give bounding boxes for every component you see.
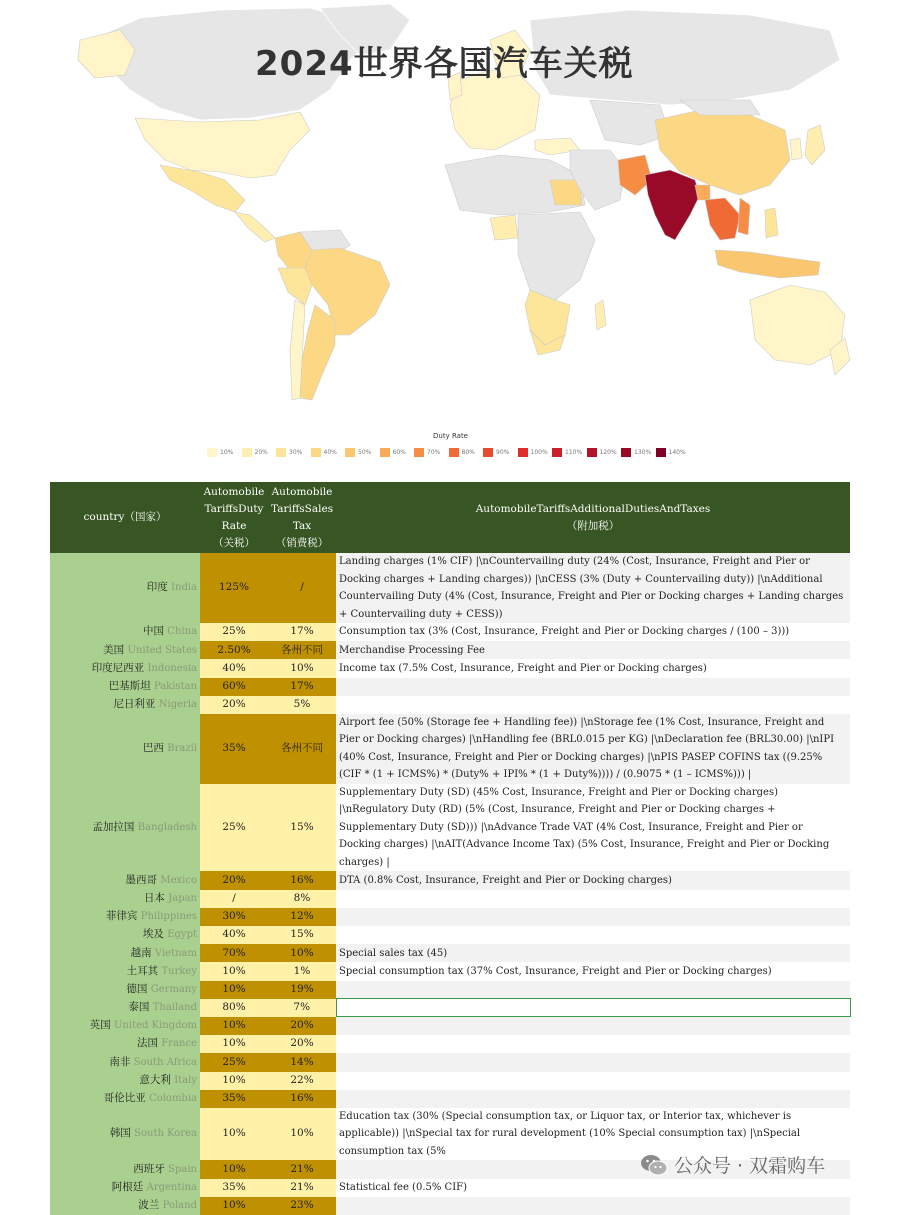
cell-sales-tax: 10% xyxy=(268,944,336,962)
cell-duty-rate: 2.50% xyxy=(200,641,268,659)
cell-duty-rate: 10% xyxy=(200,1197,268,1215)
table-row xyxy=(50,1179,850,1197)
country-name-cn: 菲律宾 xyxy=(105,910,138,923)
cell-duty-rate: 20% xyxy=(200,871,268,889)
legend-label: 140% xyxy=(668,449,686,456)
table-row xyxy=(50,1072,850,1090)
map-legend xyxy=(207,448,690,457)
cell-additional-taxes: Education tax (30% (Special consumption tax, or Liquor tax, or Interior tax, whichever is applicable)) |\nSpecial tax for rural development (10% Special consumption tax) |\nSpecial consumption tax (5% xyxy=(336,1108,850,1161)
table-row xyxy=(50,714,850,784)
map-region-japan xyxy=(805,125,825,165)
legend-label: 90% xyxy=(496,449,510,456)
cell-duty-rate: 10% xyxy=(200,1108,268,1161)
country-name-cn: 印度尼西亚 xyxy=(91,661,145,674)
legend-item xyxy=(242,448,277,457)
cell-country xyxy=(50,641,200,659)
cell-country xyxy=(50,926,200,944)
cell-additional-taxes: Income tax (7.5% Cost, Insurance, Freight and Pier or Docking charges) xyxy=(336,659,850,677)
country-name-cn: 法国 xyxy=(137,1037,159,1050)
cell-additional-taxes: Merchandise Processing Fee xyxy=(336,641,850,659)
cell-country xyxy=(50,1090,200,1108)
country-name-cn: 意大利 xyxy=(139,1073,171,1086)
cell-country xyxy=(50,623,200,641)
table-row xyxy=(50,1035,850,1053)
table-row xyxy=(50,981,850,999)
cell-country xyxy=(50,659,200,677)
legend-item xyxy=(656,448,691,457)
table-row xyxy=(50,623,850,641)
table-row xyxy=(50,659,850,677)
cell-duty-rate: 10% xyxy=(200,1072,268,1090)
wechat-icon xyxy=(640,1154,668,1176)
cell-country xyxy=(50,871,200,889)
cell-additional-taxes xyxy=(336,1035,850,1053)
cell-duty-rate: 35% xyxy=(200,714,268,784)
watermark-text: 公众号 · 双霜购车 xyxy=(674,1155,826,1177)
legend-label: 70% xyxy=(427,449,441,456)
cell-additional-taxes xyxy=(336,890,850,908)
cell-additional-taxes: DTA (0.8% Cost, Insurance, Freight and Pier or Docking charges) xyxy=(336,871,850,889)
legend-label: 110% xyxy=(565,449,583,456)
table-row xyxy=(50,1090,850,1108)
table-row xyxy=(50,784,850,872)
cell-sales-tax: 23% xyxy=(268,1197,336,1215)
table-body xyxy=(50,553,850,1215)
country-name-en: United Kingdom xyxy=(114,1020,197,1032)
cell-sales-tax: 10% xyxy=(268,1108,336,1161)
map-region-vietnam xyxy=(738,198,750,235)
country-name-en: Egypt xyxy=(167,929,197,941)
country-name-en: China xyxy=(167,626,197,638)
cell-country xyxy=(50,1072,200,1090)
cell-additional-taxes xyxy=(336,981,850,999)
header-additional-taxes: AutomobileTariffsAdditionalDutiesAndTaxes （附加税） xyxy=(336,482,850,553)
country-name-cn: 印度 xyxy=(146,581,168,594)
country-name-en: Italy xyxy=(174,1074,197,1086)
legend-swatch xyxy=(621,448,631,457)
country-name-en: Japan xyxy=(168,892,197,904)
legend-label: 10% xyxy=(220,449,234,456)
map-region-korea xyxy=(790,138,802,160)
legend-item xyxy=(621,448,656,457)
legend-title: Duty Rate xyxy=(433,432,468,440)
map-region-nigeria xyxy=(490,215,518,240)
cell-sales-tax: 各州不同 xyxy=(268,714,336,784)
cell-country xyxy=(50,553,200,623)
legend-item xyxy=(518,448,553,457)
cell-country xyxy=(50,1108,200,1161)
cell-country xyxy=(50,1197,200,1215)
legend-item xyxy=(587,448,622,457)
country-name-en: Indonesia xyxy=(147,662,197,674)
legend-label: 100% xyxy=(530,449,548,456)
cell-additional-taxes: Statistical fee (0.5% CIF) xyxy=(336,1179,850,1197)
country-name-en: Poland xyxy=(162,1200,197,1212)
cell-sales-tax: 20% xyxy=(268,1017,336,1035)
legend-swatch xyxy=(414,448,424,457)
cell-additional-taxes: Special sales tax (45) xyxy=(336,944,850,962)
legend-swatch xyxy=(587,448,597,457)
cell-sales-tax: 19% xyxy=(268,981,336,999)
legend-swatch xyxy=(311,448,321,457)
table-row xyxy=(50,890,850,908)
cell-additional-taxes xyxy=(336,908,850,926)
cell-sales-tax: 8% xyxy=(268,890,336,908)
cell-additional-taxes xyxy=(336,678,850,696)
country-name-en: South Korea xyxy=(134,1128,197,1140)
legend-label: 20% xyxy=(254,449,268,456)
country-name-en: Germany xyxy=(150,983,197,995)
table-row xyxy=(50,871,850,889)
cell-sales-tax: 12% xyxy=(268,908,336,926)
cell-country xyxy=(50,714,200,784)
legend-swatch xyxy=(483,448,493,457)
country-name-en: Philippines xyxy=(140,911,197,923)
country-name-en: Thailand xyxy=(152,1002,197,1014)
cell-additional-taxes xyxy=(336,696,850,714)
cell-duty-rate: 25% xyxy=(200,623,268,641)
cell-duty-rate: 25% xyxy=(200,1053,268,1071)
country-name-en: Mexico xyxy=(160,874,197,886)
table-row xyxy=(50,678,850,696)
cell-additional-taxes: Special consumption tax (37% Cost, Insurance, Freight and Pier or Docking charges) xyxy=(336,962,850,980)
cell-sales-tax: 1% xyxy=(268,962,336,980)
cell-duty-rate: 125% xyxy=(200,553,268,623)
table-row xyxy=(50,999,850,1017)
map-region-argentina xyxy=(300,305,335,400)
country-name-cn: 巴西 xyxy=(142,742,164,755)
table-header-row xyxy=(50,482,850,553)
cell-country xyxy=(50,1035,200,1053)
map-region-united-states xyxy=(135,112,310,178)
cell-country xyxy=(50,1053,200,1071)
cell-duty-rate: 30% xyxy=(200,908,268,926)
country-name-cn: 巴基斯坦 xyxy=(108,679,151,692)
country-name-cn: 土耳其 xyxy=(126,964,159,977)
legend-item xyxy=(311,448,346,457)
table-row xyxy=(50,944,850,962)
cell-duty-rate: 70% xyxy=(200,944,268,962)
cell-additional-taxes xyxy=(336,1072,850,1090)
legend-label: 30% xyxy=(289,449,303,456)
cell-additional-taxes[interactable] xyxy=(336,999,850,1017)
table-row xyxy=(50,1017,850,1035)
cell-duty-rate: 10% xyxy=(200,1160,268,1178)
cell-sales-tax: 14% xyxy=(268,1053,336,1071)
country-name-cn: 美国 xyxy=(103,643,125,656)
country-name-cn: 英国 xyxy=(89,1019,111,1032)
country-name-en: India xyxy=(171,582,197,594)
map-region-philippines xyxy=(765,208,778,238)
country-name-cn: 南非 xyxy=(109,1055,131,1068)
cell-sales-tax: 15% xyxy=(268,926,336,944)
cell-additional-taxes: Airport fee (50% (Storage fee + Handling fee)) |\nStorage fee (1% Cost, Insurance, Freight and Pier or Docking charges) |\nHandling fee (BRL0.015 per KG) |\nDeclaration fee (BRL30.00) |\nIPI (40% Cost, Insurance, Freight and Pier or Docking charges) |\nPIS PASEP COFINS tax ((9.25% (CIF * (1 + ICMS%) * (Duty% + IPI% * (1 + Duty%)))) / (0.9075 * (1 – ICMS%))) | xyxy=(336,714,850,784)
country-name-en: Pakistan xyxy=(153,680,197,692)
legend-item xyxy=(345,448,380,457)
country-name-en: Brazil xyxy=(167,743,197,755)
country-name-cn: 西班牙 xyxy=(133,1162,165,1175)
cell-sales-tax: 20% xyxy=(268,1035,336,1053)
legend-swatch xyxy=(552,448,562,457)
legend-swatch xyxy=(449,448,459,457)
country-name-en: Vietnam xyxy=(154,947,197,959)
wechat-watermark xyxy=(640,1151,825,1178)
map-region-central-africa xyxy=(518,212,595,300)
legend-label: 60% xyxy=(392,449,406,456)
cell-sales-tax: 17% xyxy=(268,623,336,641)
map-region-bangladesh xyxy=(695,185,710,200)
table-row xyxy=(50,962,850,980)
country-name-cn: 孟加拉国 xyxy=(92,820,135,833)
legend-item xyxy=(414,448,449,457)
country-name-en: Colombia xyxy=(149,1093,197,1105)
country-name-en: South Africa xyxy=(133,1056,197,1068)
tariff-table xyxy=(50,482,851,1215)
cell-sales-tax: 21% xyxy=(268,1160,336,1178)
table-row xyxy=(50,926,850,944)
cell-country xyxy=(50,1017,200,1035)
country-name-en: United States xyxy=(127,644,197,656)
country-name-cn: 德国 xyxy=(126,982,148,995)
legend-swatch xyxy=(518,448,528,457)
cell-country xyxy=(50,784,200,872)
country-name-cn: 墨西哥 xyxy=(125,873,158,886)
table-row xyxy=(50,908,850,926)
table-row xyxy=(50,696,850,714)
cell-country xyxy=(50,962,200,980)
cell-sales-tax: 16% xyxy=(268,871,336,889)
header-sales-tax: Automobile TariffsSales Tax （销费税） xyxy=(268,482,336,553)
table-row xyxy=(50,553,850,623)
table-row xyxy=(50,1053,850,1071)
legend-label: 50% xyxy=(358,449,372,456)
cell-additional-taxes xyxy=(336,1197,850,1215)
cell-sales-tax: 17% xyxy=(268,678,336,696)
cell-duty-rate: 35% xyxy=(200,1090,268,1108)
world-map-section xyxy=(50,0,850,478)
cell-country xyxy=(50,696,200,714)
country-name-cn: 泰国 xyxy=(128,1001,150,1014)
cell-duty-rate: 40% xyxy=(200,659,268,677)
cell-duty-rate: 20% xyxy=(200,696,268,714)
cell-sales-tax: 各州不同 xyxy=(268,641,336,659)
legend-swatch xyxy=(656,448,666,457)
cell-country xyxy=(50,1179,200,1197)
country-name-cn: 阿根廷 xyxy=(111,1180,144,1193)
legend-label: 80% xyxy=(461,449,475,456)
cell-duty-rate: 10% xyxy=(200,981,268,999)
cell-duty-rate: 10% xyxy=(200,1017,268,1035)
country-name-cn: 哥伦比亚 xyxy=(103,1092,146,1105)
cell-country xyxy=(50,908,200,926)
map-region-central-america xyxy=(235,212,275,242)
cell-duty-rate: 40% xyxy=(200,926,268,944)
legend-item xyxy=(207,448,242,457)
country-name-cn: 埃及 xyxy=(142,928,164,941)
legend-item xyxy=(552,448,587,457)
legend-item xyxy=(483,448,518,457)
country-name-cn: 尼日利亚 xyxy=(113,698,156,711)
country-name-en: Nigeria xyxy=(158,699,197,711)
map-region-peru xyxy=(278,268,312,305)
legend-swatch xyxy=(276,448,286,457)
map-region-indonesia xyxy=(715,250,820,278)
cell-duty-rate: / xyxy=(200,890,268,908)
cell-country xyxy=(50,981,200,999)
table-row xyxy=(50,641,850,659)
legend-swatch xyxy=(380,448,390,457)
country-name-cn: 中国 xyxy=(142,625,164,638)
legend-swatch xyxy=(207,448,217,457)
cell-duty-rate: 60% xyxy=(200,678,268,696)
cell-country xyxy=(50,678,200,696)
country-name-en: Spain xyxy=(168,1163,197,1175)
legend-swatch xyxy=(345,448,355,457)
cell-duty-rate: 80% xyxy=(200,999,268,1017)
cell-additional-taxes xyxy=(336,1017,850,1035)
country-name-en: Bangladesh xyxy=(137,821,197,833)
cell-sales-tax: / xyxy=(268,553,336,623)
cell-country xyxy=(50,944,200,962)
cell-sales-tax: 10% xyxy=(268,659,336,677)
header-duty-rate: Automobile TariffsDuty Rate （关税） xyxy=(200,482,268,553)
legend-label: 40% xyxy=(323,449,337,456)
page-title: 2024世界各国汽车关税 xyxy=(255,44,634,84)
cell-additional-taxes xyxy=(336,926,850,944)
cell-duty-rate: 10% xyxy=(200,962,268,980)
legend-item xyxy=(276,448,311,457)
country-name-cn: 韩国 xyxy=(109,1127,131,1140)
legend-item xyxy=(449,448,484,457)
cell-additional-taxes: Landing charges (1% CIF) |\nCountervailing duty (24% (Cost, Insurance, Freight and Pier or Docking charges + Landing charges)) |\nCESS (3% (Duty + Countervailing duty)) |\nAdditional Countervailing Duty (4% (Cost, Insurance, Freight and Pier or Docking charges + Landing charges + Countervailing duty + CESS)) xyxy=(336,553,850,623)
cell-country xyxy=(50,999,200,1017)
legend-swatch xyxy=(242,448,252,457)
cell-additional-taxes: Consumption tax (3% (Cost, Insurance, Freight and Pier or Docking charges / (100 – 3))) xyxy=(336,623,850,641)
legend-item xyxy=(380,448,415,457)
cell-country xyxy=(50,1160,200,1178)
table-row xyxy=(50,1197,850,1215)
cell-sales-tax: 16% xyxy=(268,1090,336,1108)
cell-sales-tax: 7% xyxy=(268,999,336,1017)
country-name-en: Turkey xyxy=(161,965,197,977)
country-name-cn: 波兰 xyxy=(138,1199,160,1212)
country-name-cn: 越南 xyxy=(130,946,152,959)
cell-duty-rate: 10% xyxy=(200,1035,268,1053)
legend-label: 120% xyxy=(599,449,617,456)
cell-duty-rate: 25% xyxy=(200,784,268,872)
cell-additional-taxes xyxy=(336,1053,850,1071)
cell-duty-rate: 35% xyxy=(200,1179,268,1197)
country-name-en: Argentina xyxy=(146,1181,197,1193)
cell-sales-tax: 22% xyxy=(268,1072,336,1090)
map-region-india xyxy=(645,170,700,240)
header-country: country（国家） xyxy=(50,482,200,553)
country-name-cn: 日本 xyxy=(143,891,165,904)
cell-additional-taxes: Supplementary Duty (SD) (45% Cost, Insurance, Freight and Pier or Docking charges) |\nRegulatory Duty (RD) (5% (Cost, Insurance, Freight and Pier or Docking charges + Supplementary Duty (SD))) |\nAdvance Trade VAT (4% Cost, Insurance, Freight and Pier or Docking charges) |\nAIT(Advance Income Tax) (5% Cost, Insurance, Freight and Pier or Docking charges) | xyxy=(336,784,850,872)
map-region-madagascar xyxy=(595,300,606,330)
cell-sales-tax: 5% xyxy=(268,696,336,714)
country-name-en: France xyxy=(161,1038,197,1050)
cell-additional-taxes xyxy=(336,1090,850,1108)
cell-sales-tax: 15% xyxy=(268,784,336,872)
map-region-southeast-asia xyxy=(705,198,740,240)
legend-label: 130% xyxy=(634,449,652,456)
cell-country xyxy=(50,890,200,908)
cell-sales-tax: 21% xyxy=(268,1179,336,1197)
